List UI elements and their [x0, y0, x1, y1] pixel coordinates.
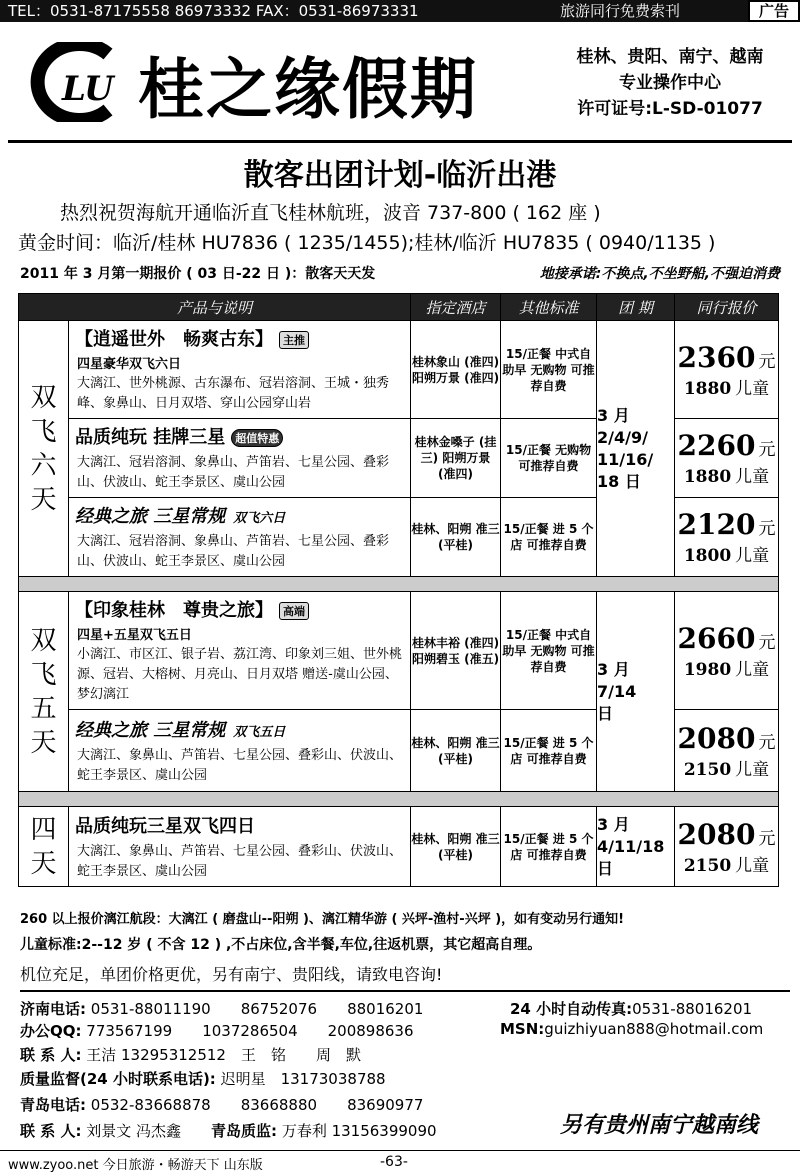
contact-jinan: 济南电话: 0531-88011190 86752076 88016201 [20, 1000, 424, 1018]
page-title: 散客出团计划-临沂出港 [243, 158, 557, 193]
group-label: 四天 [19, 807, 69, 887]
tag-badge: 高端 [279, 602, 309, 620]
col-header-product: 产品与说明 [19, 294, 411, 321]
slogan: 另有贵州南宁越南线 [560, 1113, 759, 1138]
header-info [550, 44, 790, 122]
footer [0, 1150, 800, 1173]
table-row [19, 592, 779, 710]
header-license: 许可证号:L-SD-01077 [577, 99, 763, 119]
product-cell: 品质纯玩 挂牌三星 超值特惠 大漓江、冠岩溶洞、象鼻山、芦笛岩、七星公园、叠彩山、伏波山、蛇王李景区、虞山公园 [69, 419, 411, 498]
col-header-standard: 其他标准 [501, 294, 597, 321]
footer-site: www.zyoo.net 今日旅游・畅游天下 山东版 [8, 1158, 263, 1173]
hotel-cell: 桂林象山 (准四) 阳朔万景 (准四) [411, 321, 501, 419]
contact-qd-person: 联 系 人: 刘景文 冯杰鑫 青岛质监: 万春利 13156399090 [20, 1122, 437, 1140]
note-line-3: 机位充足，单团价格更优，另有南宁、贵阳线，请致电咨询! [20, 965, 443, 984]
group-label: 双飞五天 [19, 592, 69, 792]
header-routes: 桂林、贵阳、南宁、越南 [576, 47, 764, 67]
table-row [19, 321, 779, 419]
period-cell: 3 月 7/14 日 [597, 592, 675, 792]
price-cell: 2260 元 1880 儿童 [675, 419, 779, 498]
period-cell: 3 月 4/11/18 日 [597, 807, 675, 887]
contact-qq: 办公QQ: 773567199 1037286504 200898636 [20, 1022, 414, 1040]
period-note: 2011 年 3 月第一期报价 ( 03 日-22 日 )：散客天天发 [20, 266, 376, 282]
top-fax-line: TEL：0531-87175558 86973332 FAX：0531-86973331 [8, 2, 419, 20]
product-cell: 【印象桂林 尊贵之旅】 高端 四星+五星双飞五日 小漓江、市区江、银子岩、荔江湾、印象刘三姐、世外桃源、冠岩、大榕树、月亮山、日月双塔 赠送-虞山公园、梦幻漓江 [69, 592, 411, 710]
product-cell: 经典之旅 三星常规 双飞五日 大漓江、象鼻山、芦笛岩、七星公园、叠彩山、伏波山、蛇王李景区、虞山公园 [69, 710, 411, 792]
subtitle-flight: 热烈祝贺海航开通临沂直飞桂林航班，波音 737-800 ( 162 座 ) [60, 202, 601, 224]
brand-logo-icon [18, 42, 128, 122]
promise-note: 地接承诺:不换点,不坐野船,不强迫消费 [539, 266, 780, 282]
price-cell: 2080 元 2150 儿童 [675, 710, 779, 792]
price-cell: 2360 元 1880 儿童 [675, 321, 779, 419]
hotel-cell: 桂林金嗓子 (挂三) 阳朔万景 (准四) [411, 419, 501, 498]
standard-cell: 15/正餐 进 5 个店 可推荐自费 [501, 710, 597, 792]
contact-quality: 质量监督(24 小时联系电话): 迟明星 13173038788 [20, 1070, 386, 1088]
standard-cell: 15/正餐 中式自助早 无购物 可推荐自费 [501, 592, 597, 710]
product-cell: 【逍遥世外 畅爽古东】 主推 四星豪华双飞六日 大漓江、世外桃源、古东瀑布、冠岩溶洞、王城・独秀峰、象鼻山、日月双塔、穿山公园穿山岩 [69, 321, 411, 419]
period-cell: 3 月 2/4/9/ 11/16/ 18 日 [597, 321, 675, 577]
col-header-hotel: 指定酒店 [411, 294, 501, 321]
standard-cell: 15/正餐 无购物 可推荐自费 [501, 419, 597, 498]
note-line-2: 儿童标准:2--12 岁 ( 不含 12 ) ,不占床位,含半餐,车位,往返机票，其它超高自理。 [20, 937, 542, 953]
ad-badge: 广告 [748, 0, 800, 22]
page-number: -63- [380, 1154, 408, 1170]
header-center: 专业操作中心 [619, 73, 721, 93]
tag-badge: 主推 [279, 331, 309, 349]
standard-cell: 15/正餐 进 5 个店 可推荐自费 [501, 498, 597, 577]
col-header-period: 团 期 [597, 294, 675, 321]
tag-badge: 超值特惠 [231, 429, 283, 447]
note-line-1: 260 以上报价漓江航段：大漓江 ( 磨盘山--阳朔 )、漓江精华游 ( 兴坪-渔村-兴坪 )，如有变动另行通知! [20, 912, 625, 927]
itinerary-table [18, 293, 779, 887]
product-cell: 品质纯玩三星双飞四日 大漓江、象鼻山、芦笛岩、七星公园、叠彩山、伏波山、蛇王李景区、虞山公园 [69, 807, 411, 887]
price-cell: 2660 元 1980 儿童 [675, 592, 779, 710]
standard-cell: 15/正餐 中式自助早 无购物 可推荐自费 [501, 321, 597, 419]
subtitle-schedule: 黄金时间：临沂/桂林 HU7836 ( 1235/1455);桂林/临沂 HU7835 ( 0940/1135 ) [18, 232, 716, 254]
contact-fax: 24 小时自动传真:0531-88016201 [510, 1000, 753, 1018]
separator-row [19, 792, 779, 807]
col-header-price: 同行报价 [675, 294, 779, 321]
logo-letters: LU [62, 69, 114, 109]
standard-cell: 15/正餐 进 5 个店 可推荐自费 [501, 807, 597, 887]
price-cell: 2120 元 1800 儿童 [675, 498, 779, 577]
price-cell: 2080 元 2150 儿童 [675, 807, 779, 887]
hotel-cell: 桂林、阳朔 准三 (平桂) [411, 710, 501, 792]
contact-person: 联 系 人: 王洁 13295312512 王 铭 周 默 [20, 1046, 361, 1064]
table-row [19, 807, 779, 887]
separator-row [19, 577, 779, 592]
contact-msn: MSN:guizhiyuan888@hotmail.com [500, 1020, 764, 1038]
top-bar [0, 0, 800, 22]
hotel-cell: 桂林、阳朔 准三 (平桂) [411, 498, 501, 577]
product-cell: 经典之旅 三星常规 双飞六日 大漓江、冠岩溶洞、象鼻山、芦笛岩、七星公园、叠彩山、伏波山、蛇王李景区、虞山公园 [69, 498, 411, 577]
brand-name: 桂之缘假期 [138, 51, 478, 128]
hotel-cell: 桂林丰裕 (准四) 阳朔碧玉 (准五) [411, 592, 501, 710]
table-header-row [19, 294, 779, 321]
contact-qingdao: 青岛电话: 0532-83668878 83668880 83690977 [20, 1096, 424, 1114]
group-label: 双飞六天 [19, 321, 69, 577]
header [8, 28, 792, 143]
contact-section [20, 990, 790, 992]
hotel-cell: 桂林、阳朔 准三 (平桂) [411, 807, 501, 887]
top-index-label: 旅游同行免费索刊 [560, 2, 681, 20]
